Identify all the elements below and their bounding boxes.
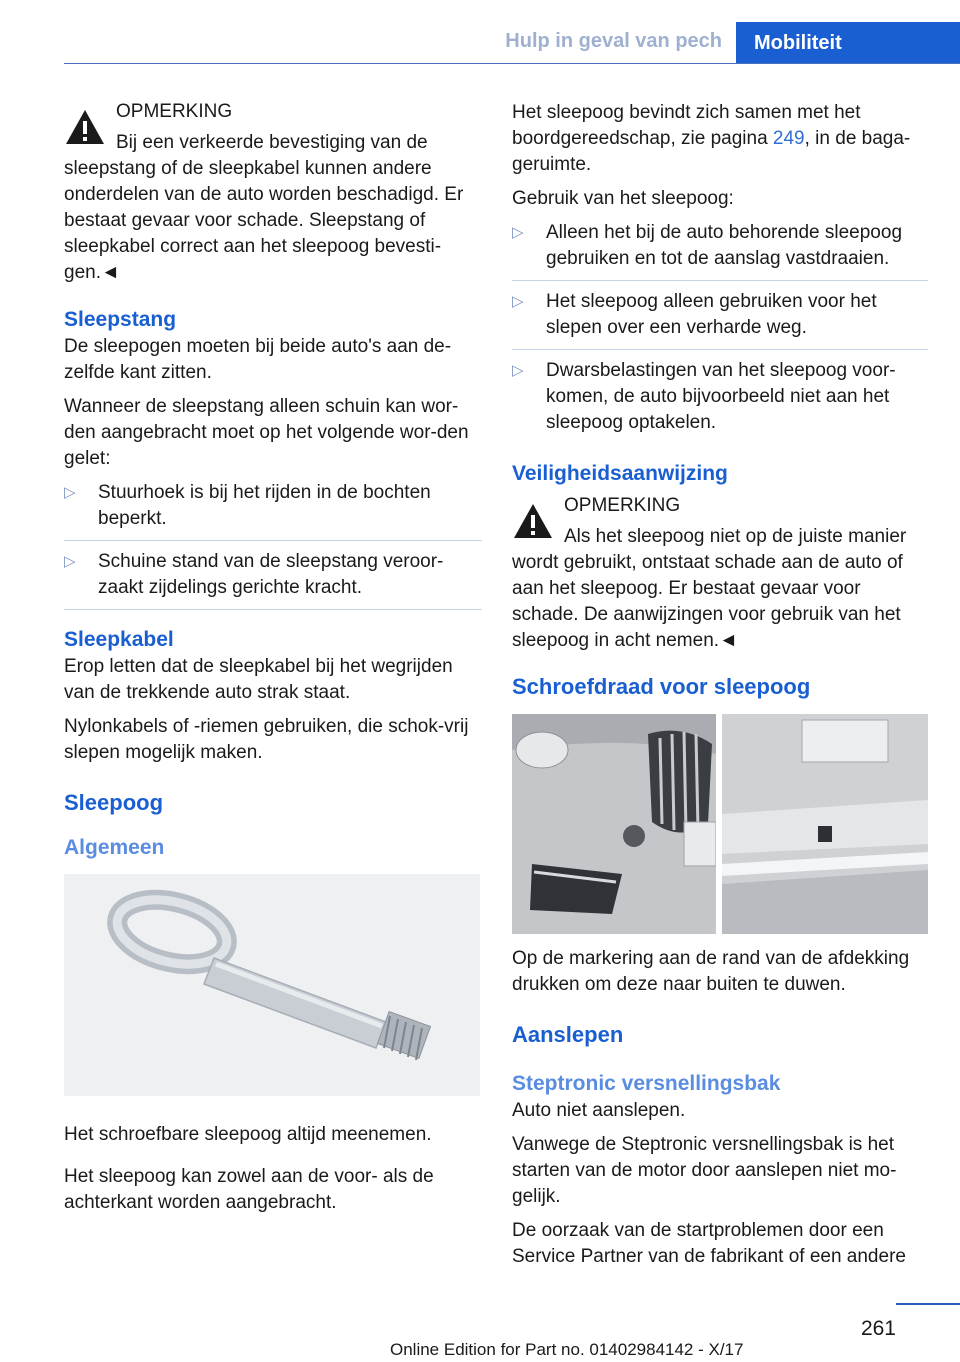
- bumper-photo: [512, 714, 928, 934]
- running-header-chapter: Mobiliteit: [736, 22, 960, 63]
- footer-rule: [896, 1303, 960, 1305]
- triangle-bullet-icon: ▷: [512, 293, 524, 310]
- paragraph: Het sleepoog bevindt zich samen met het boordgereedschap, zie pagina 249, in de baga-geruimte.: [512, 102, 911, 175]
- paragraph: De oorzaak van de startproblemen door een Service Partner van de fabrikant of een andere: [512, 1220, 906, 1267]
- heading-steptronic: Steptronic versnellingsbak: [512, 1072, 781, 1095]
- warning-box: [64, 100, 482, 286]
- left-column: [64, 100, 482, 1224]
- warning-title: OPMERKING: [116, 101, 233, 122]
- list-item-text: Het sleepoog alleen gebruiken voor het slepen over een verharde weg.: [546, 291, 877, 338]
- heading-schroefdraad: Schroefdraad voor sleepoog: [512, 674, 811, 699]
- warning-triangle-icon: [512, 502, 554, 540]
- paragraph: De sleepogen moeten bij beide auto's aan de-zelfde kant zitten.: [64, 336, 452, 383]
- list-item-text: Schuine stand van de sleepstang veroor-zaakt zijdelings gerichte kracht.: [98, 551, 444, 598]
- heading-veiligheidsaanwijzing: Veiligheidsaanwijzing: [512, 462, 728, 485]
- paragraph: Auto niet aanslepen.: [512, 1100, 686, 1121]
- page-reference-link[interactable]: 249: [772, 128, 805, 149]
- figure-caption: Op de markering aan de rand van de afdekking drukken om deze naar buiten te duwen.: [512, 948, 910, 995]
- list-item-text: Alleen het bij de auto behorende sleepoog gebruiken en tot de aanslag vastdraaien.: [546, 222, 903, 269]
- paragraph: Wanneer de sleepstang alleen schuin kan wor-den aangebracht moet op het volgende wor-den gelet:: [64, 396, 469, 469]
- warning-text: Als het sleepoog niet op de juiste manier wordt gebruikt, ontstaat schade aan de auto of aan het sleepoog. Er bestaat gevaar voor schade. De aanwijzingen voor gebruik van het sleepoog in acht nemen.◄: [512, 526, 907, 651]
- paragraph: Het schroefbare sleepoog altijd meenemen.: [64, 1124, 432, 1145]
- paragraph: Gebruik van het sleepoog:: [512, 188, 734, 209]
- list-item: [512, 220, 928, 281]
- triangle-bullet-icon: ▷: [512, 224, 524, 241]
- towing-eye-illustration: [64, 874, 480, 1096]
- paragraph: Vanwege de Steptronic versnellingsbak is het starten van de motor door aanslepen niet mo-gelijk.: [512, 1134, 897, 1207]
- triangle-bullet-icon: ▷: [512, 362, 524, 379]
- warning-triangle-icon: [64, 108, 106, 146]
- triangle-bullet-icon: ▷: [64, 553, 76, 570]
- list-item-text: Dwarsbelastingen van het sleepoog voor-komen, de auto bijvoorbeeld niet aan het sleepoog optakelen.: [546, 360, 896, 433]
- heading-sleepkabel: Sleepkabel: [64, 628, 174, 651]
- list-item: [64, 480, 482, 541]
- warning-text: Bij een verkeerde bevestiging van de sleepstang of de sleepkabel kunnen andere onderdelen van de auto worden beschadigd. Er bestaat gevaar voor schade. Sleepstang of sleepkabel correct aan het sleepoog bevesti-gen.◄: [64, 132, 464, 283]
- list-item: [512, 289, 928, 350]
- page-number: 261: [860, 1317, 896, 1340]
- bullet-list: [512, 220, 928, 444]
- paragraph: Het sleepoog kan zowel aan de voor- als de achterkant worden aangebracht.: [64, 1166, 434, 1213]
- list-item: [64, 549, 482, 610]
- heading-sleepstang: Sleepstang: [64, 308, 177, 331]
- header-rule: [64, 63, 960, 64]
- right-column: [512, 100, 928, 1278]
- bullet-list: [64, 480, 482, 610]
- triangle-bullet-icon: ▷: [64, 484, 76, 501]
- heading-algemeen: Algemeen: [64, 836, 165, 859]
- warning-title: OPMERKING: [564, 495, 681, 516]
- heading-aanslepen: Aanslepen: [512, 1022, 624, 1047]
- warning-box: [512, 494, 928, 654]
- list-item: [512, 358, 928, 444]
- paragraph: Erop letten dat de sleepkabel bij het wegrijden van de trekkende auto strak staat.: [64, 656, 453, 703]
- heading-sleepoog: Sleepoog: [64, 790, 164, 815]
- paragraph: Nylonkabels of -riemen gebruiken, die schok-vrij slepen mogelijk maken.: [64, 716, 469, 763]
- edition-note: Online Edition for Part no. 01402984142 - X/17: [390, 1340, 744, 1359]
- running-header-section: Hulp in geval van pech: [505, 30, 722, 52]
- list-item-text: Stuurhoek is bij het rijden in de bochten beperkt.: [98, 482, 431, 529]
